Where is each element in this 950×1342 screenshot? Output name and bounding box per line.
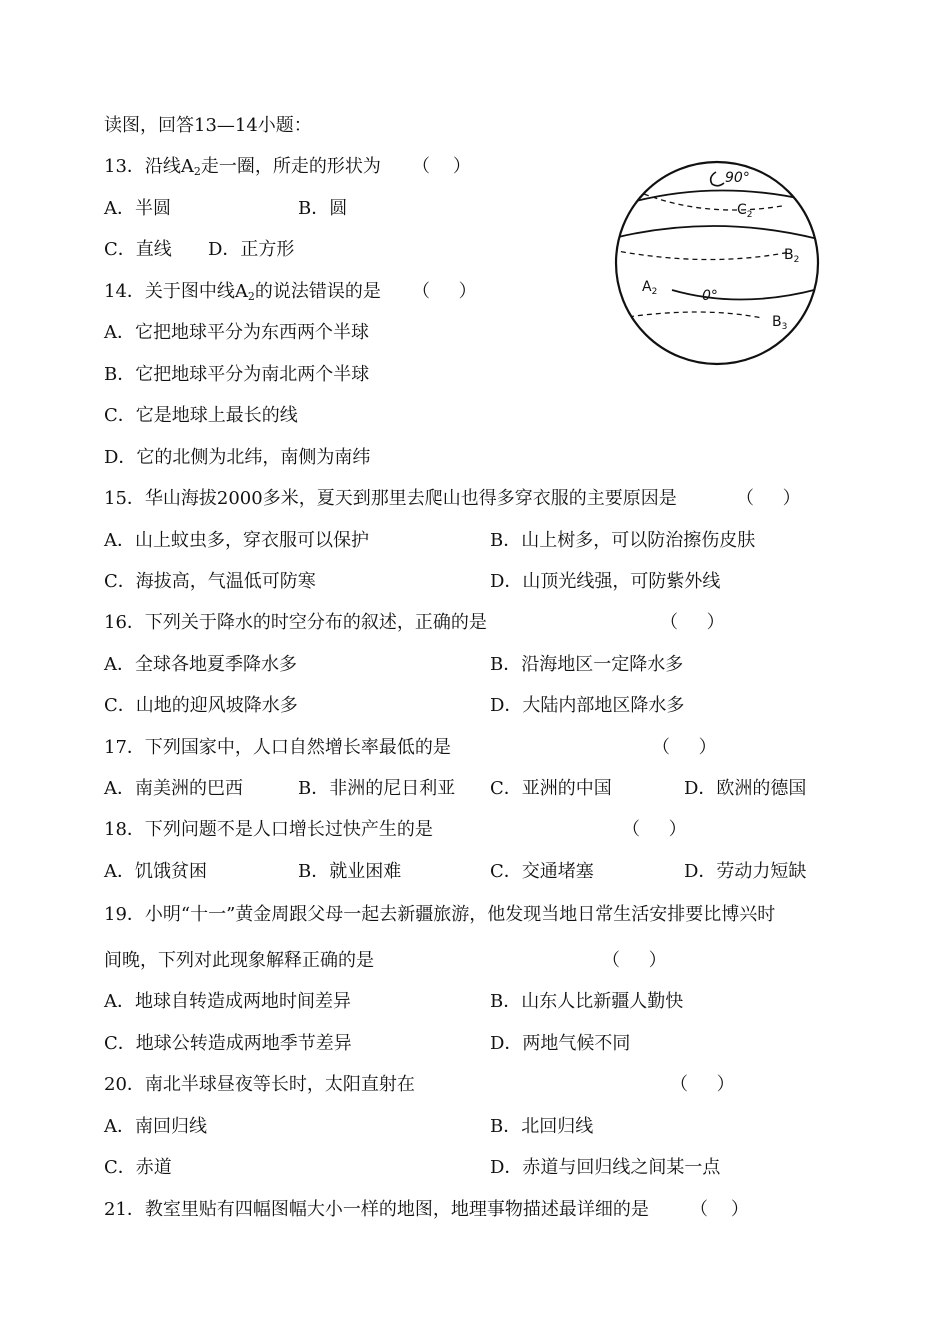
globe-outline (616, 162, 818, 364)
question-18-answer-blank: （ ） (622, 819, 687, 840)
question-14-stem: 14．关于图中线$A_2$的说法错误的是 (104, 281, 381, 303)
question-19-option-c: C．地球公转造成两地季节差异 (104, 1033, 352, 1054)
question-19-option-a: A．地球自转造成两地时间差异 (104, 991, 351, 1012)
question-15-option-b: B．山上树多，可以防治擦伤皮肤 (490, 530, 756, 551)
question-16-answer-blank: （ ） (660, 612, 725, 633)
question-13-option-a: A．半圆 (104, 198, 171, 219)
question-21-answer-blank: （ ） (690, 1199, 749, 1220)
question-15-option-a: A．山上蚊虫多，穿衣服可以保护 (104, 530, 369, 551)
question-14-answer-blank: （ ） (412, 281, 477, 302)
question-18-option-b: B．就业困难 (298, 861, 402, 882)
question-15-option-d: D．山顶光线强，可防紫外线 (490, 571, 721, 592)
label-0-degrees: 0° (702, 288, 718, 304)
question-19-answer-blank: （ ） (602, 950, 667, 971)
question-19-stem-continued: 间晚，下列对此现象解释正确的是 (104, 950, 374, 971)
question-20-option-c: C．赤道 (104, 1157, 172, 1178)
question-20-option-b: B．北回归线 (490, 1116, 594, 1137)
question-19-option-b: B．山东人比新疆人勤快 (490, 991, 684, 1012)
latitude-line-b3 (620, 312, 762, 318)
question-20-stem: 20．南北半球昼夜等长时，太阳直射在 (104, 1074, 415, 1095)
question-20-answer-blank: （ ） (670, 1074, 735, 1095)
question-16-option-a: A．全球各地夏季降水多 (104, 654, 297, 675)
question-15-answer-blank: （ ） (736, 488, 801, 509)
question-18-option-d: D．劳动力短缺 (684, 861, 807, 882)
question-13-option-c: C．直线 (104, 239, 172, 260)
question-19-option-d: D．两地气候不同 (490, 1033, 631, 1054)
question-14-option-c: C．它是地球上最长的线 (104, 405, 298, 426)
label-b3: $B_3$ (772, 314, 788, 332)
question-18-stem: 18．下列问题不是人口增长过快产生的是 (104, 819, 433, 840)
question-17-option-b: B．非洲的尼日利亚 (298, 778, 456, 799)
question-13-option-d: D．正方形 (208, 239, 295, 260)
question-18-option-a: A．饥饿贫困 (104, 861, 207, 882)
question-15-option-c: C．海拔高，气温低可防寒 (104, 571, 316, 592)
question-18-option-c: C．交通堵塞 (490, 861, 594, 882)
question-17-option-d: D．欧洲的德国 (684, 778, 807, 799)
north-pole-mark (711, 172, 724, 186)
latitude-line-mid-upper (614, 226, 822, 240)
question-13-option-b: B．圆 (298, 198, 348, 219)
question-15-stem: 15．华山海拔2000多米，夏天到那里去爬山也得多穿衣服的主要原因是 (104, 488, 677, 509)
question-16-option-c: C．山地的迎风坡降水多 (104, 695, 298, 716)
question-13-answer-blank: （ ） (412, 156, 471, 177)
question-13-stem: 13．沿线$A_2$走一圈，所走的形状为 (104, 156, 381, 178)
intro-text: 读图，回答13—14小题： (104, 115, 312, 136)
question-14-option-a: A．它把地球平分为东西两个半球 (104, 322, 369, 343)
question-16-option-d: D．大陆内部地区降水多 (490, 695, 685, 716)
question-14-option-d: D．它的北侧为北纬，南侧为南纬 (104, 447, 371, 468)
latitude-line-c2 (644, 194, 782, 210)
question-17-stem: 17．下列国家中，人口自然增长率最低的是 (104, 737, 451, 758)
latitude-line-b2 (612, 250, 790, 260)
question-17-option-a: A．南美洲的巴西 (104, 778, 243, 799)
label-c2: $C_2$ (737, 202, 753, 220)
question-21-stem: 21．教室里贴有四幅图幅大小一样的地图，地理事物描述最详细的是 (104, 1199, 649, 1220)
globe-diagram (612, 158, 822, 368)
question-17-option-c: C．亚洲的中国 (490, 778, 612, 799)
equator-line-a2 (672, 288, 822, 300)
question-19-stem: 19．小明“十一”黄金周跟父母一起去新疆旅游，他发现当地日常生活安排要比博兴时 (104, 904, 776, 925)
question-16-stem: 16．下列关于降水的时空分布的叙述，正确的是 (104, 612, 487, 633)
question-14-option-b: B．它把地球平分为南北两个半球 (104, 364, 370, 385)
question-17-answer-blank: （ ） (652, 737, 717, 758)
question-20-option-a: A．南回归线 (104, 1116, 207, 1137)
latitude-line-upper (632, 190, 807, 202)
label-a2: $A_2$ (642, 279, 658, 297)
label-b2: $B_2$ (784, 247, 800, 265)
label-90-degrees: 90° (725, 170, 750, 186)
question-20-option-d: D．赤道与回归线之间某一点 (490, 1157, 721, 1178)
question-16-option-b: B．沿海地区一定降水多 (490, 654, 684, 675)
